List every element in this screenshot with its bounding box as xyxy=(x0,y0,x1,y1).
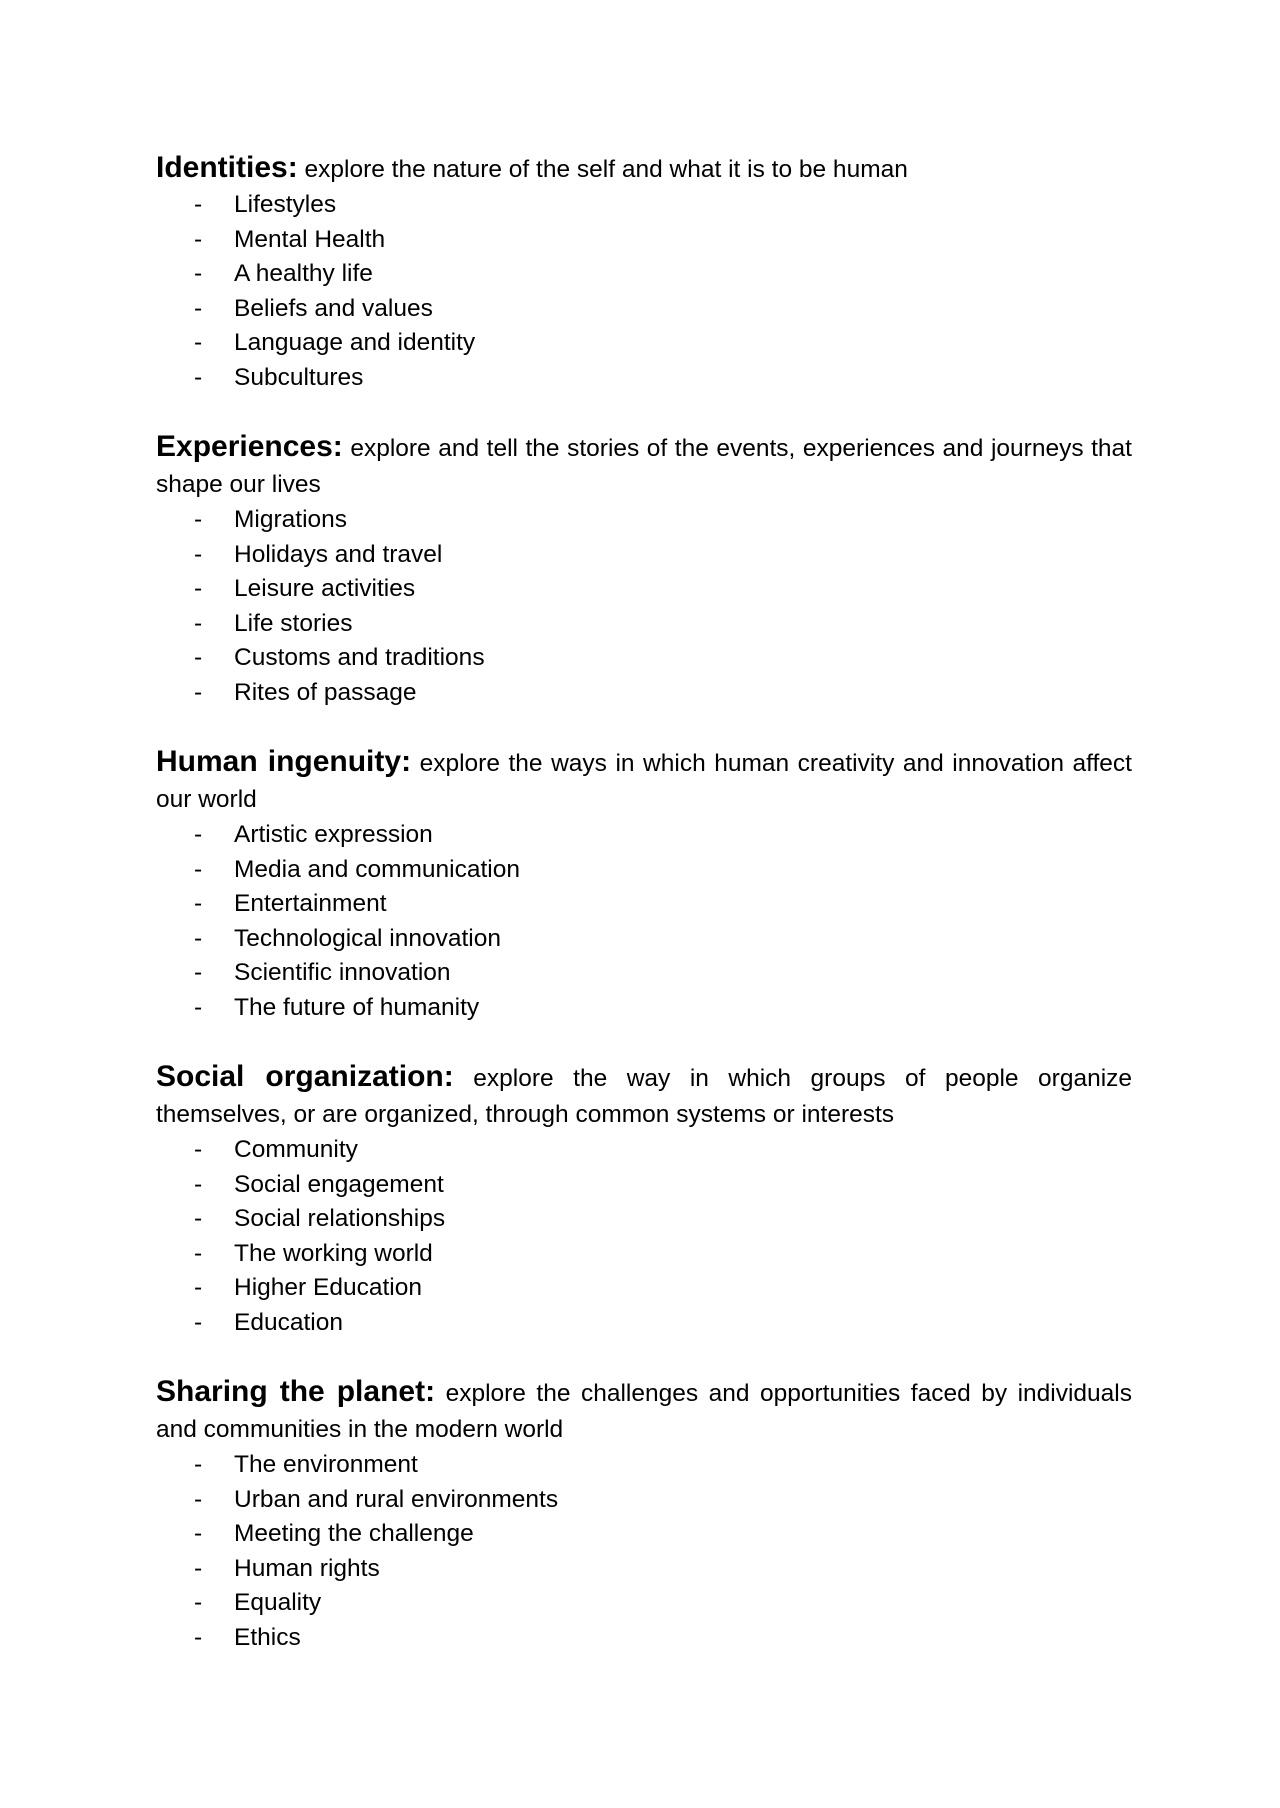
bullet-dash: - xyxy=(194,1589,203,1616)
list-item-label: Holidays and travel xyxy=(234,540,443,568)
list-item-label: Leisure activities xyxy=(234,575,416,602)
list-item xyxy=(156,1237,1132,1272)
section-heading: Human ingenuity: xyxy=(156,745,412,778)
list-item-label: Higher Education xyxy=(234,1274,422,1301)
list-item xyxy=(156,1133,1132,1168)
list-item xyxy=(156,1271,1132,1306)
section-description: explore the challenges and opportunities faced by individuals and communities in the modern world xyxy=(156,1380,1132,1443)
section-human-ingenuity xyxy=(156,744,1132,1025)
list-item xyxy=(156,292,1132,327)
bullet-dash: - xyxy=(194,644,203,671)
list-item-label: Lifestyles xyxy=(234,191,337,218)
bullet-dash: - xyxy=(194,1308,203,1336)
list-item-label: The future of humanity xyxy=(234,993,480,1021)
list-item xyxy=(156,257,1132,292)
bullet-dash: - xyxy=(194,1623,203,1651)
list-item-label: Social relationships xyxy=(234,1205,446,1232)
list-item xyxy=(156,641,1132,676)
list-item-label: Customs and traditions xyxy=(234,644,485,671)
list-item xyxy=(156,1448,1132,1483)
document-page xyxy=(156,150,1132,1689)
list-item-label: Human rights xyxy=(234,1554,380,1582)
section-intro xyxy=(156,429,1132,503)
section-description: explore the ways in which human creativity and innovation affect our world xyxy=(156,750,1132,813)
section-intro xyxy=(156,150,1132,188)
list-item xyxy=(156,1483,1132,1518)
list-item xyxy=(156,572,1132,607)
list-item-label: The working world xyxy=(234,1239,433,1267)
section-heading: Sharing the planet: xyxy=(156,1375,436,1408)
topic-list xyxy=(156,818,1132,1025)
section-experiences xyxy=(156,429,1132,710)
list-item xyxy=(156,818,1132,853)
bullet-dash: - xyxy=(194,890,203,917)
bullet-dash: - xyxy=(194,1170,203,1198)
section-heading: Experiences: xyxy=(156,430,343,463)
bullet-dash: - xyxy=(194,363,203,391)
bullet-dash: - xyxy=(194,260,203,287)
section-description: explore the nature of the self and what it is to be human xyxy=(304,156,908,183)
bullet-dash: - xyxy=(194,1136,203,1163)
section-intro xyxy=(156,1059,1132,1133)
list-item-label: Meeting the challenge xyxy=(234,1520,474,1547)
list-item-label: Artistic expression xyxy=(234,821,433,848)
list-item xyxy=(156,991,1132,1026)
list-item-label: Rites of passage xyxy=(234,678,417,706)
list-item xyxy=(156,1517,1132,1552)
list-item-label: Urban and rural environments xyxy=(234,1485,559,1513)
list-item xyxy=(156,1552,1132,1587)
list-item-label: Language and identity xyxy=(234,329,476,356)
list-item-label: Beliefs and values xyxy=(234,294,433,322)
topic-list xyxy=(156,188,1132,395)
bullet-dash: - xyxy=(194,1485,203,1513)
list-item-label: Social engagement xyxy=(234,1170,444,1198)
list-item-label: Mental Health xyxy=(234,225,386,253)
list-item-label: Equality xyxy=(234,1589,322,1616)
bullet-dash: - xyxy=(194,993,203,1021)
bullet-dash: - xyxy=(194,575,203,602)
topic-list xyxy=(156,503,1132,710)
bullet-dash: - xyxy=(194,678,203,706)
section-identities xyxy=(156,150,1132,395)
bullet-dash: - xyxy=(194,225,203,253)
list-item xyxy=(156,956,1132,991)
list-item xyxy=(156,1621,1132,1656)
bullet-dash: - xyxy=(194,1274,203,1301)
bullet-dash: - xyxy=(194,924,203,952)
list-item-label: Life stories xyxy=(234,609,353,637)
list-item-label: Scientific innovation xyxy=(234,959,451,986)
section-social-organization xyxy=(156,1059,1132,1340)
bullet-dash: - xyxy=(194,191,203,218)
section-intro xyxy=(156,744,1132,818)
bullet-dash: - xyxy=(194,959,203,986)
list-item-label: Technological innovation xyxy=(234,924,501,952)
list-item xyxy=(156,853,1132,888)
list-item xyxy=(156,503,1132,538)
bullet-dash: - xyxy=(194,506,203,533)
list-item-label: Migrations xyxy=(234,506,348,533)
bullet-dash: - xyxy=(194,1205,203,1232)
section-heading: Social organization: xyxy=(156,1060,454,1093)
list-item-label: Entertainment xyxy=(234,890,387,917)
list-item-label: Community xyxy=(234,1136,358,1163)
bullet-dash: - xyxy=(194,1239,203,1267)
list-item xyxy=(156,887,1132,922)
list-item xyxy=(156,188,1132,223)
section-description: explore the way in which groups of people organize themselves, or are organized, through common systems or interests xyxy=(156,1065,1133,1128)
list-item xyxy=(156,1306,1132,1341)
list-item-label: Subcultures xyxy=(234,363,364,391)
bullet-dash: - xyxy=(194,1554,203,1582)
bullet-dash: - xyxy=(194,540,203,568)
section-heading: Identities: xyxy=(156,151,298,184)
list-item xyxy=(156,1168,1132,1203)
section-description: explore and tell the stories of the events, experiences and journeys that shape our lives xyxy=(156,435,1132,498)
list-item xyxy=(156,607,1132,642)
list-item xyxy=(156,676,1132,711)
section-intro xyxy=(156,1374,1132,1448)
list-item-label: Media and communication xyxy=(234,855,520,883)
list-item xyxy=(156,922,1132,957)
list-item xyxy=(156,1202,1132,1237)
list-item xyxy=(156,326,1132,361)
bullet-dash: - xyxy=(194,855,203,883)
bullet-dash: - xyxy=(194,609,203,637)
list-item xyxy=(156,538,1132,573)
list-item-label: Education xyxy=(234,1308,343,1336)
bullet-dash: - xyxy=(194,821,203,848)
topic-list xyxy=(156,1448,1132,1655)
topic-list xyxy=(156,1133,1132,1340)
bullet-dash: - xyxy=(194,294,203,322)
list-item-label: Ethics xyxy=(234,1623,301,1651)
list-item-label: The environment xyxy=(234,1451,418,1478)
list-item xyxy=(156,1586,1132,1621)
list-item-label: A healthy life xyxy=(234,260,373,287)
list-item xyxy=(156,223,1132,258)
list-item xyxy=(156,361,1132,396)
bullet-dash: - xyxy=(194,1451,203,1478)
section-sharing-the-planet xyxy=(156,1374,1132,1655)
bullet-dash: - xyxy=(194,1520,203,1547)
bullet-dash: - xyxy=(194,329,203,356)
